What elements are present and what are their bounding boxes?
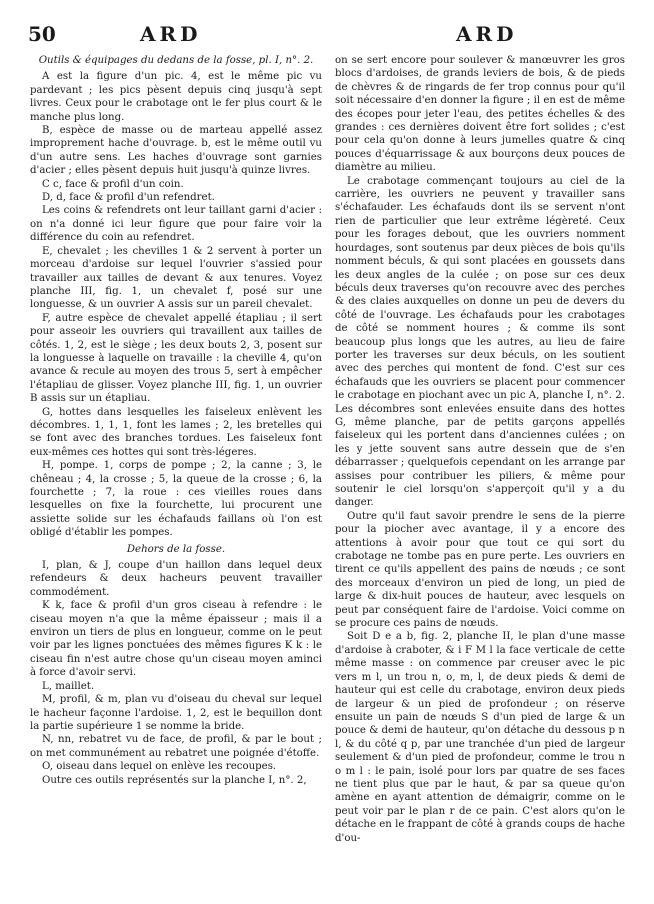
left-column [30,54,322,787]
paragraph: N, nn, rebatret vu de face, de profil, & par le bout ; on met communément au rebatret une poignée d'étoffe. [30,734,322,759]
paragraph: L, maillet. [42,680,95,692]
paragraph: Soit D e a b, fig. 2, planche II, le plan d'une masse d'ardoise à craboter, & i F M l la face verticale de cette même masse : on commence par creuser avec le pic vers m l, un trou n, o, m, l, de deux pieds & demi de hauteur qui est celle du crabotage, environ deux pieds de largeur & un pied de profondeur ; on réserve ensuite un pain de nœuds S d'un pied de large & un pouce & demi de hauteur, qu'on détache du dessous p n l, & du côté q p, par une tranchée d'un pied de largeur seulement & d'un pied de profondeur, comme le trou n o m l : le pain, isolé pour lors par quatre de ses faces ne tient plus que par le haut, & par sa queue qu'on amène en ayant attention de démaigrir, comme on le peut voir par le plan r de ce pain. C'est alors qu'on le détache en le frappant de côté à grands coups de hache d'ou- [335,631,625,844]
page-number: 50 [28,22,56,46]
paragraph: M, profil, & m, plan vu d'oiseau du cheval sur lequel le hacheur façonne l'ardoise. 1, 2, est le bequillon dont la partie supérieure 1 se nomme la bride. [30,694,322,732]
paragraph: H, pompe. 1, corps de pompe ; 2, la canne ; 3, le chêneau ; 4, la crosse ; 5, la queue de la crosse ; 6, la fourchette ; 7, la roue : ces vieilles roues dans lesquelles on fixe la fourchette, lui procurent une assiette solide sur les échafauds faillans où l'on est obligé d'établir les pompes. [30,460,322,539]
page-header [0,22,654,48]
paragraph: A est la figure d'un pic. 4, est le même pic vu pardevant ; les pics pèsent depuis cinq jusqu'à sept livres. Ceux pour le crabotage ont le fer plus court & le manche plus long. [30,71,322,123]
paragraph: G, hottes dans lesquelles les faiseleux enlèvent les décombres. 1, 1, 1, font les lames ; 2, les bretelles qui se font avec des branches tordues. Les faiseleux font eux-mêmes ces hottes qui sont très-légeres. [30,406,322,458]
paragraph: Les coins & refendrets ont leur taillant garni d'acier : on n'a donné ici leur figure que pour faire voir la différence du coin au refendret. [30,205,322,244]
paragraph: E, chevalet ; les chevilles 1 & 2 servent à porter un morceau d'ardoise sur lequel l'ouvrier s'assied pour travailler aux tailles de devant & aux tenures. Voyez planche III, fig. 1, un chevalet f, posé sur une longuesse, & un ouvrier A assis sur un pareil chevalet. [30,245,322,311]
running-title-left: ARD [140,22,202,46]
paragraph: D, d, face & profil d'un refendret. [42,192,215,204]
paragraph: O, oiseau dans lequel on enlève les recoupes. [42,761,277,773]
paragraph: on se sert encore pour soulever & manœuvrer les gros blocs d'ardoises, de grands leviers de bois, & de pieds de chèvres & de ringards de fer trop connus pour qu'il soit nécessaire d'en donner la figure ; il en est de même des écopes pour jeter l'eau, des petites échelles & des grandes : ces dernières doivent être fort solides ; c'est pour cela qu'on donne à leurs jumelles quatre & cinq pouces d'équarrissage & aux bourçons deux pouces de diamètre au milieu. [335,55,625,174]
paragraph: B, espèce de masse ou de marteau appellé assez improprement hache d'ouvrage. b, est le même outil vu d'un autre sens. Les haches d'ouvrage sont garnies d'acier ; elles pèsent depuis huit jusqu'à quinze livres. [30,125,322,177]
right-column [335,54,625,845]
paragraph: C c, face & profil d'un coin. [42,178,184,190]
paragraph: Outre qu'il faut savoir prendre le sens de la pierre pour la piocher avec avantage, il y a encore des attentions à avoir pour que tout ce qui sort du crabotage ne tombe pas en pure perte. Les ouvriers en tirent ce qu'ils appellent des pains de nœuds ; ce sont des morceaux d'environ un pied de long, un pied de large & dix-huit pouces de hauteur, avec lesquels on peut par conséquent faire de l'ardoise. Voici comme on se procure ces pains de nœuds. [335,510,625,630]
section-subheading: Dehors de la fosse. [126,543,226,555]
running-title-right: ARD [456,22,518,46]
paragraph: F, autre espèce de chevalet appellé étapliau ; il sert pour asseoir les ouvriers qui travaillent aux tailles de côtés. 1, 2, est le siège ; les deux bouts 2, 3, posent sur la longuesse à laquelle on travaille : la cheville 4, qu'on avance & recule au moyen des trous 5, sert à empêcher l'étapliau de glisser. Voyez planche III, fig. 1, un ouvrier B assis sur un étapliau. [30,312,322,405]
paragraph: Outre ces outils représentés sur la planche I, n°. 2, [42,774,307,786]
paragraph: I, plan, & J, coupe d'un haillon dans lequel deux refendeurs & deux hacheurs peuvent travailler commodément. [30,560,322,598]
paragraph: Le crabotage commençant toujours au ciel de la carrière, les ouvriers ne peuvent y travailler sans s'échafauder. Les échafauds dont ils se servent n'ont rien de particulier que leur extrême légèreté. Ceux pour les forages debout, que les ouvriers nomment hourdages, sont soutenus par deux pièces de bois qu'ils nomment béculs, & qui sont placées en goussets dans les deux angles de la culée ; on pose sur ces deux béculs deux traverses qu'on recouvre avec des perches & des claies auxquelles on donne un peu de devers du côté de l'ouvrage. Les échafauds pour les crabotages de côté se nomment houres ; & comme ils sont beaucoup plus longs que les autres, au lieu de faire porter les traverses sur deux béculs, on les soutient avec des perches qui montent de fond. C'est sur ces échafauds que les ouvriers se placent pour commencer le crabotage en piochant avec un pic A, planche I, n°. 2. Les décombres sont enlevées ensuite dans des hottes G, même planche, par de petits garçons appellés faiseleux qui les portent dans d'anciennes culées ; on les y jette souvent sans autre dessein que de s'en débarrasser ; quelquefois cependant on les arrange par assises pour contribuer les piliers, & même pour soutenir le ciel lorsqu'on s'apperçoit qu'il y a du danger. [335,175,625,509]
section-heading: Outils & équipages du dedans de la fosse, pl. I, n°. 2. [38,55,314,66]
paragraph: K k, face & profil d'un gros ciseau à refendre : le ciseau moyen n'a que la même épaisseur ; mais il a environ un tiers de plus en longueur, comme on le peut voir par les lignes ponctuées des mêmes figures K k : le ciseau fin n'est autre chose qu'un ciseau moyen aminci à force d'avoir servi. [30,600,322,679]
